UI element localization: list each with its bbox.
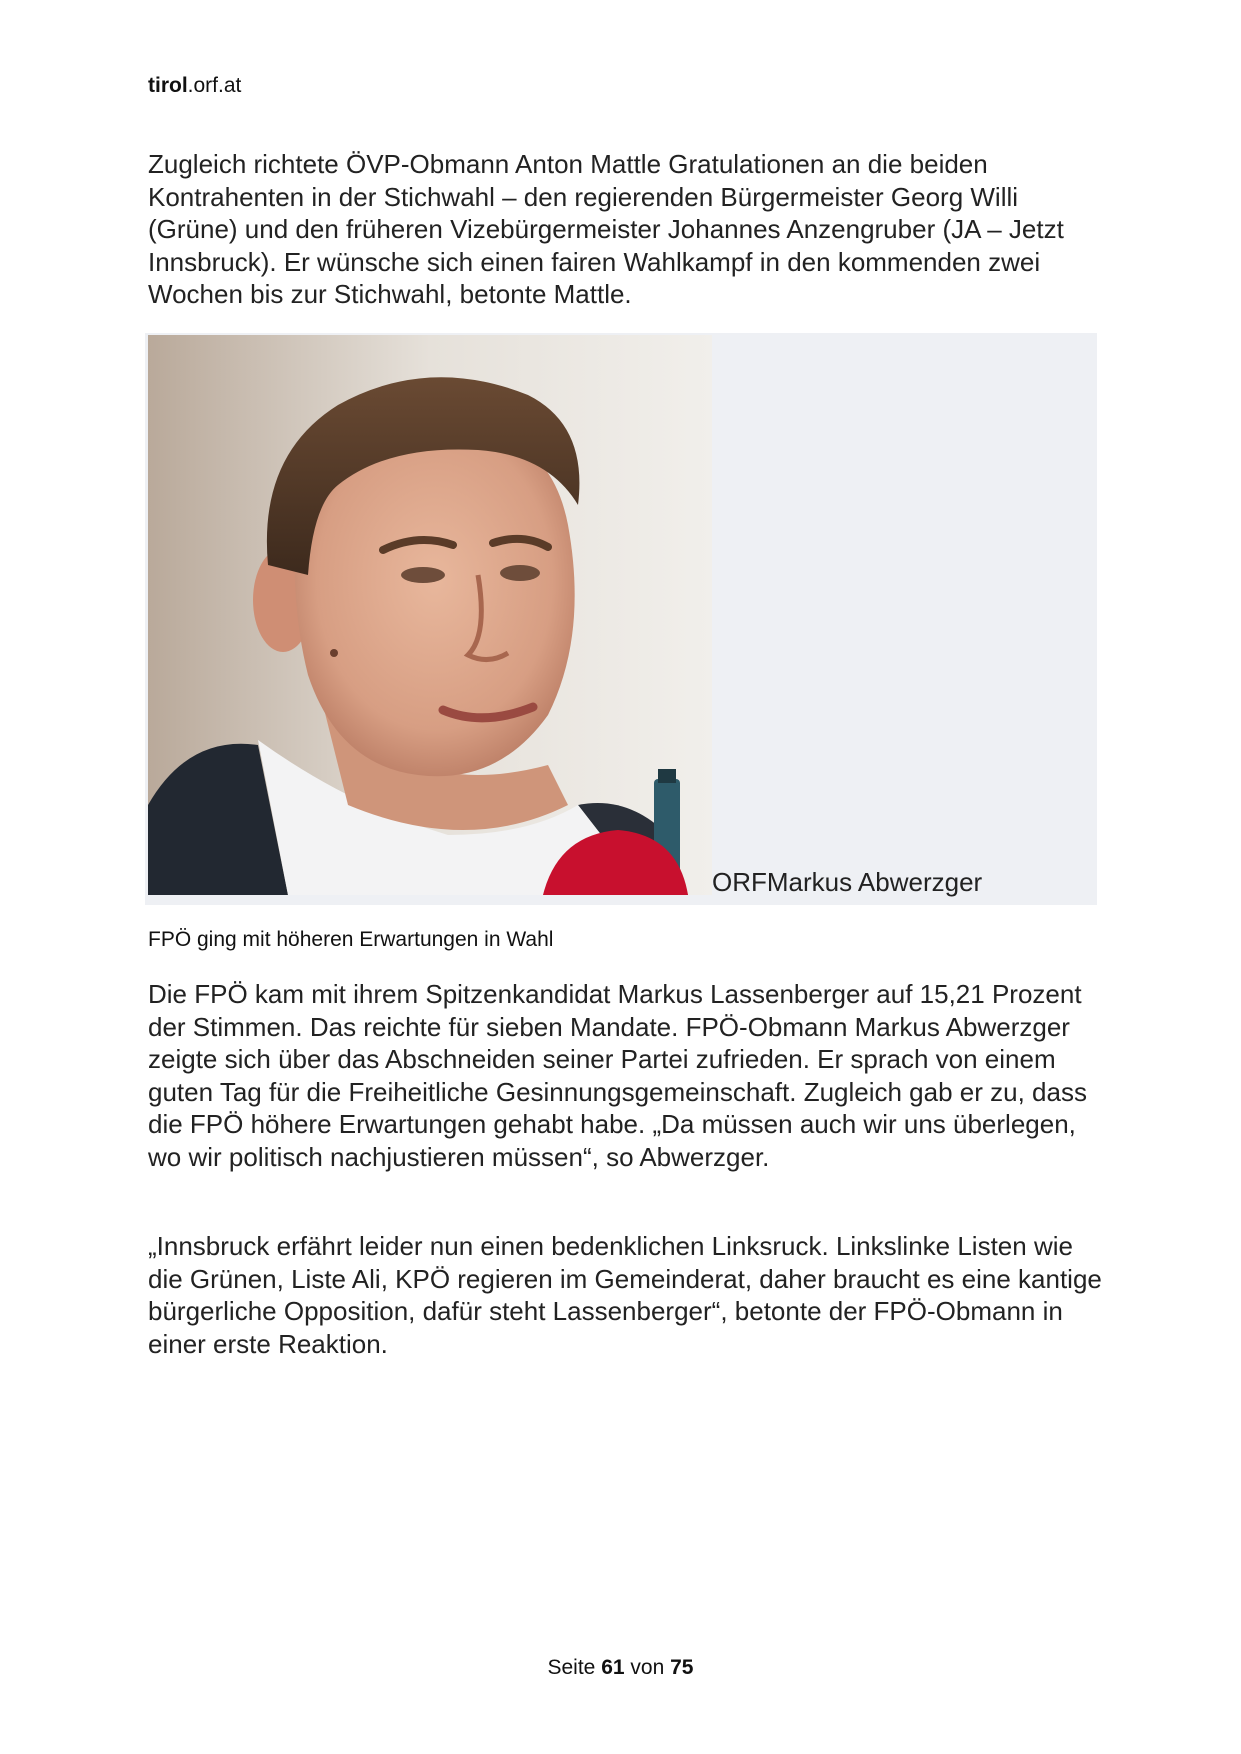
photo-credit: ORFMarkus Abwerzger [712, 867, 983, 897]
article-paragraph: „Innsbruck erfährt leider nun einen bedenklichen Linksruck. Linkslinke Listen wie die Grünen, Liste Ali, KPÖ regieren im Gemeinderat, daher braucht es eine kantige bürgerliche Opposition, dafür steht Lassenberger“, betonte der FPÖ-Obmann in einer erste Reaktion. [148, 1231, 1102, 1359]
image-caption: FPÖ ging mit höheren Erwartungen in Wahl [148, 928, 554, 951]
page-label: Seite [547, 1656, 596, 1679]
total-page-count: 75 [670, 1656, 694, 1679]
article-paragraph: Die FPÖ kam mit ihrem Spitzenkandidat Markus Lassenberger auf 15,21 Prozent der Stimmen. Das reichte für sieben Mandate. FPÖ-Obmann Markus Abwerzger zeigte sich über das Abschneiden seiner Partei zufrieden. Er sprach von einem guten Tag für die Freiheitliche Gesinnungsgemeinschaft. Zugleich gab er zu, dass die FPÖ höhere Erwartungen gehabt habe. „Da müssen auch wir uns überlegen, wo wir politisch nachjustieren müssen“, so Abwerzger. [148, 979, 1087, 1172]
site-domain: .orf.at [187, 74, 242, 97]
article-figure [145, 333, 1097, 905]
current-page-number: 61 [601, 1656, 625, 1679]
page-footer [0, 1656, 1241, 1680]
article-paragraph: Zugleich richtete ÖVP-Obmann Anton Mattle Gratulationen an die beiden Kontrahenten in der Stichwahl – den regierenden Bürgermeister Georg Willi (Grüne) und den früheren Vizebürgermeister Johannes Anzengruber (JA – Jetzt Innsbruck). Er wünsche sich einen fairen Wahlkampf in den kommenden zwei Wochen bis zur Stichwahl, betonte Mattle. [148, 149, 1064, 309]
portrait-photo [148, 335, 712, 895]
site-name-bold: tirol [148, 74, 188, 97]
page-separator: von [630, 1656, 665, 1679]
page-header [148, 74, 241, 98]
